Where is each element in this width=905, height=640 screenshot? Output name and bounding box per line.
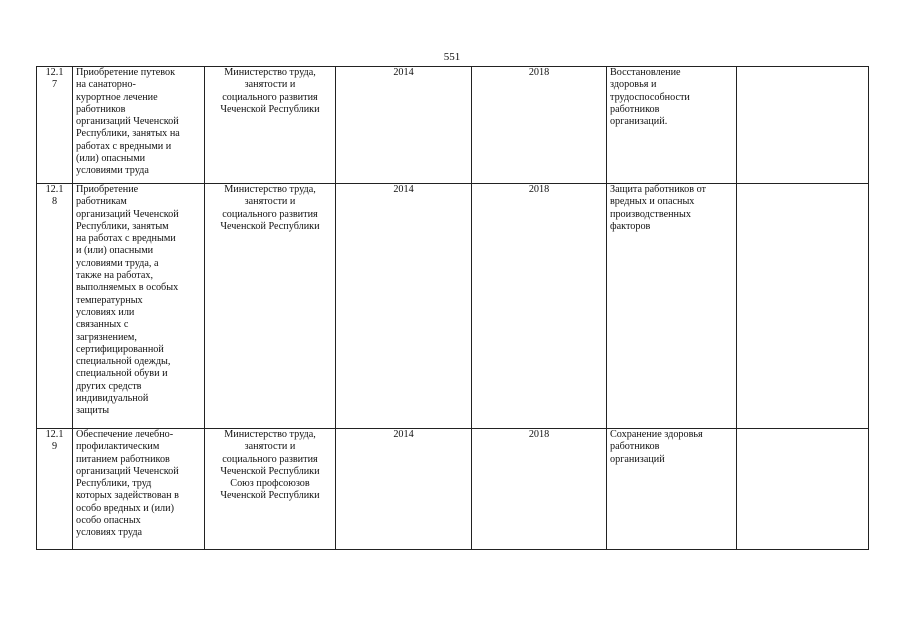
cell-text-line: Министерство труда,	[224, 184, 316, 195]
cell-text-line: Республики, занятым	[76, 220, 169, 232]
cell-text: 2018	[528, 67, 550, 78]
cell-text-line: особо опасных	[76, 515, 141, 527]
cell-text-line: питанием работников	[76, 453, 170, 465]
expected-result-cell	[607, 184, 737, 429]
cell-text-line: на работах с вредными	[76, 233, 176, 245]
cell-text: 2014	[393, 67, 414, 78]
executor-cell	[205, 67, 336, 184]
cell-text-line: работах с вредными и	[76, 140, 172, 152]
cell-text-line: других средств	[76, 380, 142, 392]
cell-text: 2018	[528, 429, 550, 440]
cell-text-line: организаций Чеченской	[76, 116, 179, 128]
measures-table	[36, 66, 869, 550]
cell-text-line: условиями труда	[76, 165, 149, 177]
start-year-cell	[336, 429, 472, 550]
cell-text-line: индивидуальной	[76, 393, 149, 405]
cell-text-line: 8	[51, 196, 58, 208]
cell-text-line: условиях или	[76, 306, 135, 318]
cell-text: 2014	[393, 184, 414, 195]
cell-text-line: Обеспечение лечебно-	[76, 429, 174, 440]
cell-text-line: работников	[76, 103, 126, 115]
start-year-cell	[336, 184, 472, 429]
cell-text-line: организаций Чеченской	[76, 208, 179, 220]
cell-text-line: Союз профсоюзов	[230, 478, 310, 490]
table-row	[37, 184, 869, 429]
cell-text-line: специальной одежды,	[76, 356, 171, 368]
cell-text-line: Министерство труда,	[224, 429, 316, 440]
cell-text-line: на санаторно-	[76, 79, 136, 91]
end-year-cell	[472, 184, 607, 429]
cell-text-line: связанных с	[76, 319, 129, 331]
cell-text-line: Чеченской Республики	[220, 220, 320, 232]
cell-text-line: Чеченской Республики	[220, 490, 320, 502]
cell-text-line: Приобретение	[76, 184, 139, 195]
item-number-cell	[37, 67, 73, 184]
cell-text-line: Республики, занятых на	[76, 128, 180, 140]
cell-text-line: организаций	[610, 453, 665, 465]
cell-text-line: Республики, труд	[76, 478, 152, 490]
cell-text: 2014	[393, 429, 414, 440]
table-row	[37, 67, 869, 184]
cell-text-line: 12.1	[45, 429, 64, 440]
cell-text-line: занятости и	[244, 196, 296, 208]
cell-text-line: условиями труда, а	[76, 257, 159, 269]
cell-text-line: работников	[610, 441, 660, 453]
cell-text-line: (или) опасными	[76, 153, 146, 165]
measure-name-cell	[73, 184, 205, 429]
item-number-cell	[37, 184, 73, 429]
cell-text-line: здоровья и	[610, 79, 657, 91]
cell-text-line: которых задействован в	[76, 490, 179, 502]
cell-text-line: занятости и	[244, 79, 296, 91]
cell-text-line: курортное лечение	[76, 91, 158, 103]
cell-text-line: 12.1	[45, 67, 64, 78]
cell-text-line: факторов	[610, 220, 651, 232]
end-year-cell	[472, 429, 607, 550]
cell-text-line: особо вредных и (или)	[76, 502, 174, 514]
cell-text-line: выполняемых в особых	[76, 282, 179, 294]
cell-text-line: условиях труда	[76, 527, 143, 539]
executor-cell	[205, 184, 336, 429]
expected-result-cell	[607, 67, 737, 184]
end-year-cell	[472, 67, 607, 184]
start-year-cell	[336, 67, 472, 184]
cell-text-line: Чеченской Республики	[220, 103, 320, 115]
notes-cell	[737, 429, 869, 550]
cell-text-line: загрязнением,	[76, 331, 137, 343]
notes-cell	[737, 67, 869, 184]
cell-text-line: и (или) опасными	[76, 245, 154, 257]
measure-name-cell	[73, 429, 205, 550]
cell-text-line: Защита работников от	[610, 184, 706, 195]
measure-name-cell	[73, 67, 205, 184]
cell-text-line: Министерство труда,	[224, 67, 316, 78]
cell-text-line: специальной обуви и	[76, 368, 168, 380]
cell-text-line: трудоспособности	[610, 91, 690, 103]
cell-text-line: сертифицированной	[76, 343, 164, 355]
cell-text-line: занятости и	[244, 441, 296, 453]
expected-result-cell	[607, 429, 737, 550]
cell-text-line: социального развития	[222, 208, 318, 220]
item-number-cell	[37, 429, 73, 550]
cell-text-line: 7	[51, 79, 58, 91]
cell-text-line: вредных и опасных	[610, 196, 695, 208]
executor-cell	[205, 429, 336, 550]
cell-text-line: работников	[610, 103, 660, 115]
cell-text-line: Чеченской Республики	[220, 465, 320, 477]
cell-text-line: 12.1	[45, 184, 64, 195]
cell-text-line: организаций.	[610, 116, 668, 128]
cell-text-line: социального развития	[222, 453, 318, 465]
cell-text-line: 9	[51, 441, 58, 453]
cell-text-line: защиты	[76, 405, 110, 417]
cell-text-line: Сохранение здоровья	[610, 429, 703, 440]
cell-text-line: также на работах,	[76, 270, 154, 282]
cell-text-line: организаций Чеченской	[76, 465, 179, 477]
cell-text-line: работникам	[76, 196, 127, 208]
cell-text: 2018	[528, 184, 550, 195]
cell-text-line: профилактическим	[76, 441, 160, 453]
cell-text-line: Приобретение путевок	[76, 67, 176, 78]
cell-text-line: температурных	[76, 294, 143, 306]
cell-text-line: производственных	[610, 208, 691, 220]
cell-text-line: социального развития	[222, 91, 318, 103]
table-row	[37, 429, 869, 550]
page-number: 551	[443, 51, 461, 63]
notes-cell	[737, 184, 869, 429]
cell-text-line: Восстановление	[610, 67, 681, 78]
